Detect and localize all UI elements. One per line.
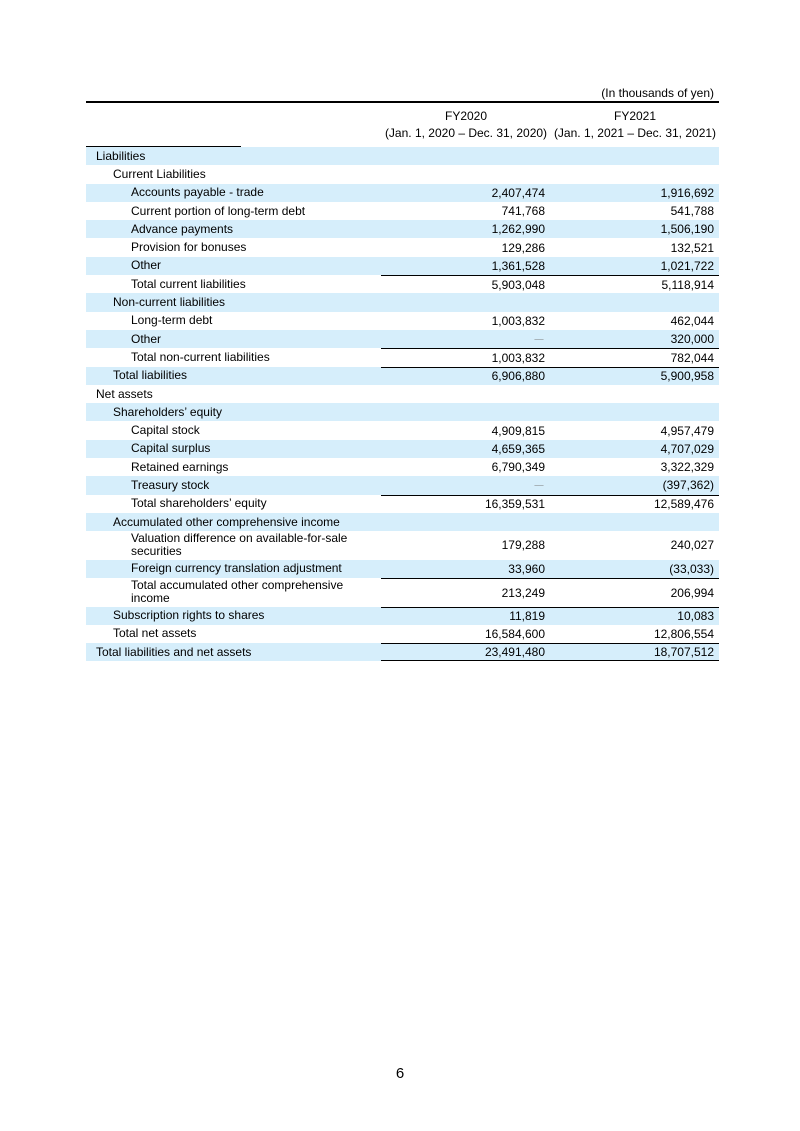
row-label [86,476,381,494]
row-label-text: Advance payments [131,221,234,236]
value-text: 4,957,479 [660,423,714,438]
row-label [86,238,381,256]
table-row [86,643,719,661]
balance-sheet-table [86,147,719,661]
row-label [86,607,381,625]
value-fy2021 [550,403,719,421]
value-fy2021 [550,643,719,661]
value-fy2021 [550,257,719,275]
value-text: 23,491,480 [484,645,545,660]
value-fy2020 [381,643,550,661]
value-text: 5,900,958 [660,369,714,384]
table-row [86,147,719,165]
row-label-text: Liabilities [96,148,146,163]
value-fy2021 [550,458,719,476]
value-fy2021 [550,625,719,643]
row-label-text: Capital stock [131,423,200,438]
value-text: 6,906,880 [491,369,545,384]
value-text: (397,362) [662,478,714,493]
value-fy2020 [381,275,550,293]
value-fy2021 [550,560,719,578]
table-row [86,367,719,385]
value-fy2020 [381,385,550,403]
value-text: 33,960 [508,561,545,576]
value-fy2021 [550,578,719,607]
value-fy2020 [381,238,550,256]
row-label-text: Accounts payable - trade [131,185,264,200]
value-fy2020 [381,202,550,220]
row-label [86,421,381,439]
table-row [86,625,719,643]
table-row [86,257,719,275]
row-label [86,643,381,661]
value-text: 10,083 [677,609,714,624]
table-row [86,607,719,625]
row-label [86,312,381,330]
value-text: 4,707,029 [660,441,714,456]
value-fy2020 [381,458,550,476]
table-top-rule [86,101,719,103]
value-fy2021 [550,385,719,403]
row-label [86,531,381,560]
table-row [86,440,719,458]
row-label-text: Retained earnings [131,459,229,474]
column-year: FY2021 [613,109,657,123]
table-row [86,202,719,220]
value-text: 4,659,365 [491,441,545,456]
value-text: 179,288 [501,538,545,553]
value-fy2020 [381,495,550,513]
value-text: 213,249 [501,585,545,600]
value-fy2020 [381,403,550,421]
column-header-fy2020 [381,108,551,142]
row-label [86,257,381,275]
value-text: 1,262,990 [491,222,545,237]
row-label [86,385,381,403]
row-label [86,275,381,293]
value-text: 132,521 [670,240,714,255]
value-text: － [532,478,545,493]
value-fy2020 [381,330,550,348]
value-text: 16,584,600 [484,626,545,641]
value-text: 12,589,476 [653,497,714,512]
table-row [86,348,719,366]
table-row [86,293,719,311]
value-text: 1,003,832 [491,313,545,328]
row-label [86,625,381,643]
value-text: 16,359,531 [484,497,545,512]
value-fy2021 [550,476,719,494]
value-fy2021 [550,275,719,293]
value-fy2021 [550,165,719,183]
value-fy2020 [381,220,550,238]
row-label-text: Other [131,258,162,273]
row-label [86,202,381,220]
value-fy2020 [381,560,550,578]
value-fy2020 [381,440,550,458]
value-fy2021 [550,312,719,330]
row-label-text: Accumulated other comprehensive income [113,514,340,529]
row-label [86,495,381,513]
row-label-text: Non-current liabilities [113,295,226,310]
value-fy2021 [550,607,719,625]
row-label-text: Total accumulated other comprehensive income [131,578,344,606]
value-text: 206,994 [670,585,714,600]
value-fy2020 [381,257,550,275]
value-text: 782,044 [670,350,714,365]
page-number: 6 [395,1065,405,1082]
value-fy2021 [550,330,719,348]
value-fy2021 [550,440,719,458]
value-text: (33,033) [669,561,714,576]
value-fy2021 [550,238,719,256]
value-fy2021 [550,184,719,202]
value-text: 2,407,474 [491,185,545,200]
value-text: 1,916,692 [660,185,714,200]
unit-note: (In thousands of yen) [601,86,714,100]
table-row [86,513,719,531]
row-label [86,147,381,165]
value-fy2021 [550,348,719,366]
row-label [86,440,381,458]
value-text: 1,361,528 [491,258,545,273]
row-label-text: Total shareholders’ equity [131,496,267,511]
value-text: － [532,332,545,347]
column-header-fy2021 [550,108,720,142]
table-row [86,458,719,476]
value-fy2020 [381,147,550,165]
row-label [86,220,381,238]
row-label-text: Provision for bonuses [131,240,247,255]
value-fy2020 [381,578,550,607]
value-text: 1,003,832 [491,350,545,365]
row-label-text: Other [131,331,162,346]
value-fy2020 [381,348,550,366]
table-row [86,495,719,513]
row-label [86,513,381,531]
value-text: 4,909,815 [491,423,545,438]
row-label-text: Valuation difference on available-for-sale securities [131,531,348,559]
value-text: 5,118,914 [661,277,714,292]
row-label [86,293,381,311]
row-label-text: Total net assets [113,626,197,641]
value-text: 741,768 [501,204,545,219]
value-text: 1,021,722 [660,258,714,273]
table-row [86,220,719,238]
column-year: FY2020 [444,109,488,123]
table-row [86,385,719,403]
table-row [86,403,719,421]
table-row [86,476,719,494]
value-text: 11,819 [509,609,545,624]
value-fy2020 [381,293,550,311]
value-text: 5,903,048 [491,277,545,292]
row-label-text: Total liabilities [113,368,188,383]
row-label-text: Foreign currency translation adjustment [131,561,342,576]
row-label-text: Long-term debt [131,313,213,328]
value-text: 541,788 [670,204,714,219]
value-text: 240,027 [670,538,714,553]
value-fy2021 [550,202,719,220]
value-fy2021 [550,293,719,311]
value-text: 18,707,512 [653,645,714,660]
row-label [86,367,381,385]
row-label-text: Total non-current liabilities [131,349,270,364]
row-label [86,458,381,476]
value-fy2020 [381,184,550,202]
value-text: 320,000 [670,332,714,347]
value-fy2020 [381,607,550,625]
table-row [86,275,719,293]
value-fy2021 [550,513,719,531]
value-fy2020 [381,367,550,385]
row-label-text: Capital surplus [131,441,211,456]
value-fy2021 [550,147,719,165]
column-period: (Jan. 1, 2020 – Dec. 31, 2020) [384,126,548,140]
row-label [86,578,381,607]
row-label-text: Shareholders’ equity [113,404,222,419]
row-label [86,184,381,202]
value-fy2020 [381,625,550,643]
row-label-text: Current portion of long-term debt [131,203,306,218]
value-text: 3,322,329 [660,460,714,475]
row-label-text: Current Liabilities [113,166,206,181]
table-row [86,560,719,578]
table-row [86,330,719,348]
value-fy2020 [381,312,550,330]
table-row [86,531,719,560]
row-label-text: Treasury stock [131,477,210,492]
value-text: 462,044 [670,313,714,328]
row-label [86,403,381,421]
row-label-text: Subscription rights to shares [113,608,265,623]
value-fy2020 [381,165,550,183]
value-fy2021 [550,367,719,385]
row-label-text: Total liabilities and net assets [96,644,252,659]
value-fy2020 [381,531,550,560]
row-label [86,348,381,366]
value-fy2020 [381,476,550,494]
row-label-text: Net assets [96,386,153,401]
row-label [86,330,381,348]
table-row [86,165,719,183]
column-period: (Jan. 1, 2021 – Dec. 31, 2021) [553,126,717,140]
value-text: 1,506,190 [660,222,714,237]
table-row [86,421,719,439]
row-label-text: Total current liabilities [131,276,246,291]
row-label [86,560,381,578]
value-text: 12,806,554 [653,626,714,641]
value-fy2021 [550,220,719,238]
table-row [86,578,719,607]
value-fy2021 [550,421,719,439]
table-row [86,312,719,330]
value-fy2020 [381,421,550,439]
value-fy2020 [381,513,550,531]
table-row [86,184,719,202]
value-fy2021 [550,495,719,513]
row-label [86,165,381,183]
value-text: 6,790,349 [491,460,545,475]
value-text: 129,286 [501,240,545,255]
value-fy2021 [550,531,719,560]
table-row [86,238,719,256]
